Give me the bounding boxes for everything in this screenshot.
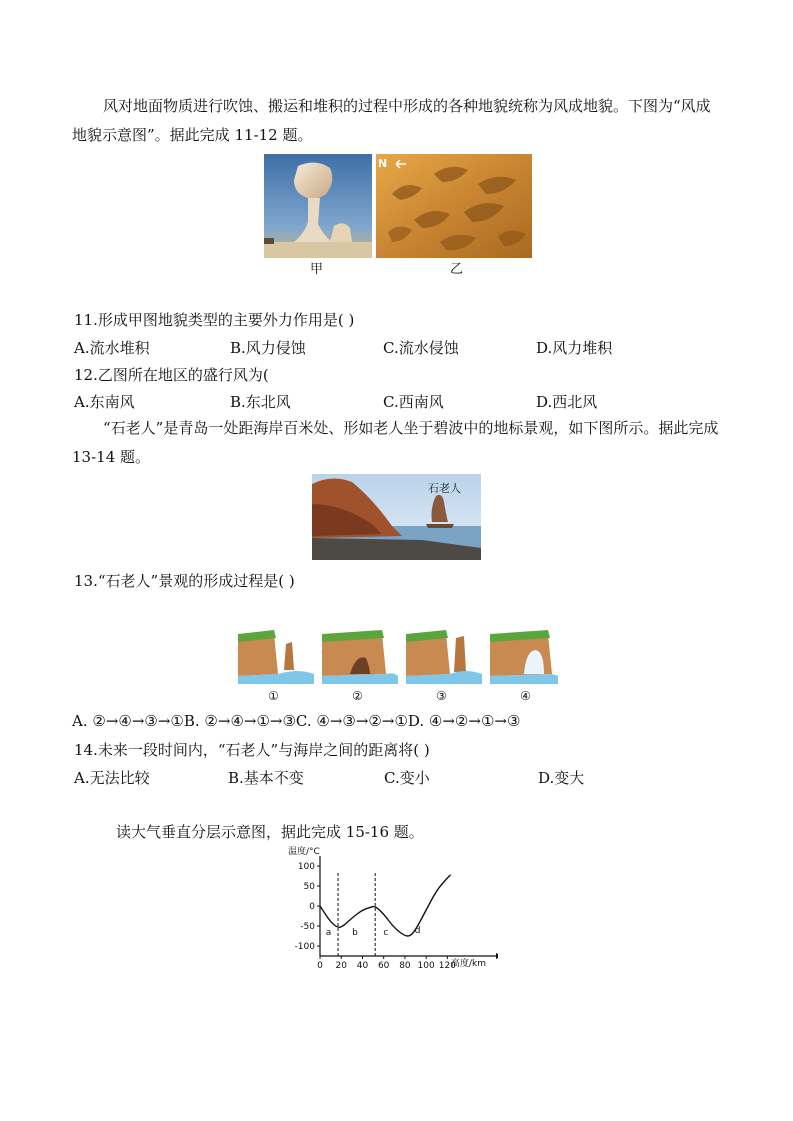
x-tick-label: 120 [438,961,456,971]
intro-paragraph-3: 读大气垂直分层示意图，据此完成 15-16 题。 [116,823,424,841]
layer-label-a: a [325,928,332,938]
stage-3-diagram [406,630,482,684]
figure-1-photos [264,154,532,258]
x-tick-label: 20 [335,961,347,971]
stage-3-label: ③ [436,689,447,703]
y-tick-label: -100 [294,942,315,952]
q13-options: A. ②→④→③→①B. ②→④→①→③C. ④→③→②→①D. ④→②→①→③ [72,712,521,730]
y-axis-label: 温度/°C [288,847,320,857]
formation-stages [238,628,558,708]
x-tick-label: 80 [399,961,411,971]
stage-1-label: ① [268,689,279,703]
question-12-stem: 12.乙图所在地区的盛行风为( [74,366,269,384]
y-tick-label: 0 [309,902,315,912]
atmosphere-chart [288,842,498,972]
q11-option-c: C.流水侵蚀 [383,339,459,357]
q11-option-d: D.风力堆积 [536,339,613,357]
formation-stage-diagrams [238,628,558,708]
stage-1-diagram [238,630,314,684]
y-tick-label: 100 [297,862,315,872]
q12-option-c: C.西南风 [383,393,444,411]
y-tick-label: 50 [303,882,315,892]
dune-photo [376,154,532,258]
q11-option-b: B.风力侵蚀 [230,339,306,357]
y-tick-label: -50 [300,922,315,932]
figure-1 [264,154,532,277]
q14-option-b: B.基本不变 [228,769,304,787]
intro-paragraph-2: “石老人”是青岛一处距海岸百米处、形如老人坐于碧波中的地标景观，如下图所示。据此完成 13-14 题。 [72,419,719,466]
q12-option-d: D.西北风 [536,393,598,411]
q14-option-c: C.变小 [384,769,430,787]
q12-option-b: B.东北风 [230,393,291,411]
q11-option-a: A.流水堆积 [74,339,150,357]
x-tick-label: 40 [356,961,369,971]
x-tick-label: 0 [317,961,323,971]
shilaoren-label: 石老人 [428,482,461,495]
x-tick-label: 60 [377,961,390,971]
layer-label-d: d [414,926,421,936]
figure-1-label-a: 甲 [310,262,324,277]
question-14-stem: 14.未来一段时间内，“石老人”与海岸之间的距离将( ) [74,741,430,759]
temperature-curve [320,875,451,936]
stage-2-diagram [322,630,398,684]
x-tick-label: 100 [417,961,435,971]
figure-2 [312,474,481,560]
atmosphere-chart-svg [288,842,498,972]
intro-paragraph-1: 风对地面物质进行吹蚀、搬运和堆积的过程中形成的各种地貌统称为风成地貌。下图为“风成地貌示意图”。据此完成 11-12 题。 [72,97,711,144]
shilaoren-photo [312,474,481,560]
mushroom-rock-photo [264,154,372,258]
question-13-stem: 13.“石老人”景观的形成过程是( ) [74,572,295,590]
q14-option-a: A.无法比较 [74,769,150,787]
q14-option-d: D.变大 [538,769,585,787]
stage-2-label: ② [352,689,363,703]
layer-label-b: b [352,928,358,938]
question-11-stem: 11.形成甲图地貌类型的主要外力作用是( ) [74,311,355,329]
x-axis-label: 高度/km [451,959,487,969]
q12-option-a: A.东南风 [74,393,135,411]
figure-1-label-b: 乙 [450,262,464,277]
north-arrow-label: N [378,157,388,170]
layer-label-c: c [383,928,389,938]
stage-4-label: ④ [520,689,531,703]
stage-4-diagram [490,630,558,684]
x-axis-arrow [496,953,498,959]
